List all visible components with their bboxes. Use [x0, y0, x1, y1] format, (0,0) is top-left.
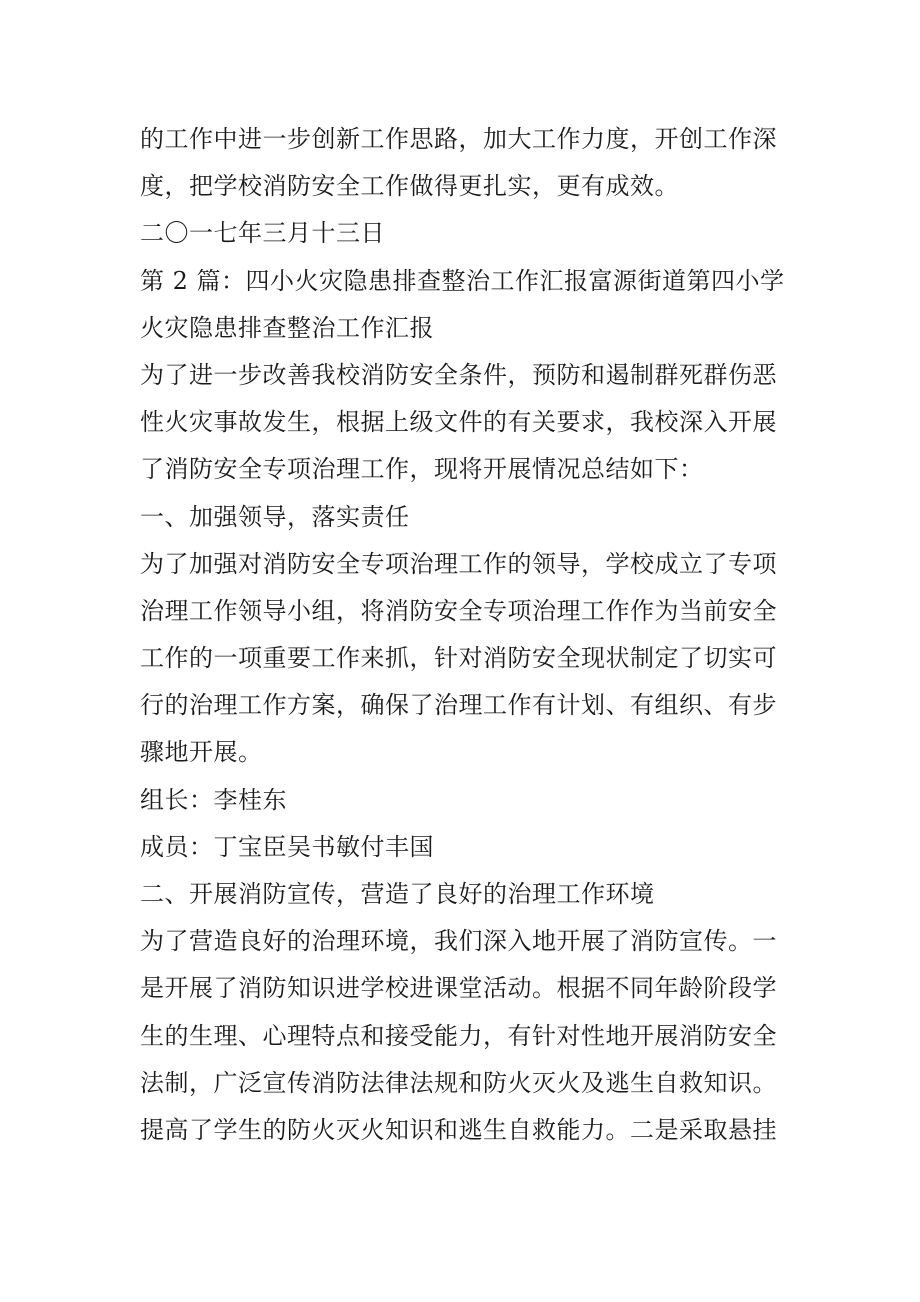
text-line: 性火灾事故发生，根据上级文件的有关要求，我校深入开展 — [140, 408, 777, 437]
text-line: 度，把学校消防安全工作做得更扎实，更有成效。 — [140, 172, 679, 201]
text-line: 治理工作领导小组，将消防安全专项治理工作作为当前安全 — [140, 596, 777, 625]
heading-line: 二、开展消防宣传，营造了良好的治理工作环境 — [140, 880, 655, 908]
text-line: 行的治理工作方案，确保了治理工作有计划、有组织、有步 — [140, 691, 777, 720]
text-line: 为了加强对消防安全专项治理工作的领导，学校成立了专项 — [140, 549, 777, 578]
text-line: 为了进一步改善我校消防安全条件，预防和遏制群死群伤恶 — [140, 360, 777, 389]
leader-line: 组长：李桂东 — [140, 785, 287, 814]
text-line: 是开展了消防知识进学校进课堂活动。根据不同年龄阶段学 — [140, 974, 777, 1003]
heading-line: 一、加强领导，落实责任 — [140, 502, 410, 531]
section-title: 第 2 篇：四小火灾隐患排查整治工作汇报富源街道第四小学 — [140, 266, 785, 295]
text-line: 为了营造良好的治理环境，我们深入地开展了消防宣传。一 — [140, 927, 777, 956]
text-line: 提高了学生的防火灭火知识和逃生自救能力。二是采取悬挂 — [140, 1115, 777, 1144]
text-line: 的工作中进一步创新工作思路，加大工作力度，开创工作深 — [140, 125, 777, 153]
text-line: 工作的一项重要工作来抓，针对消防安全现状制定了切实可 — [140, 644, 777, 673]
date-line: 二〇一七年三月十三日 — [140, 219, 385, 248]
text-line: 生的生理、心理特点和接受能力，有针对性地开展消防安全 — [140, 1021, 777, 1050]
members-line: 成员：丁宝臣吴书敏付丰国 — [140, 832, 434, 861]
text-line: 骤地开展。 — [140, 738, 263, 767]
section-title: 火灾隐患排查整治工作汇报 — [140, 313, 434, 342]
text-line: 了消防安全专项治理工作，现将开展情况总结如下： — [140, 455, 704, 484]
text-line: 法制，广泛宣传消防法律法规和防火灭火及逃生自救知识。 — [140, 1068, 777, 1097]
document-page — [140, 116, 800, 1154]
